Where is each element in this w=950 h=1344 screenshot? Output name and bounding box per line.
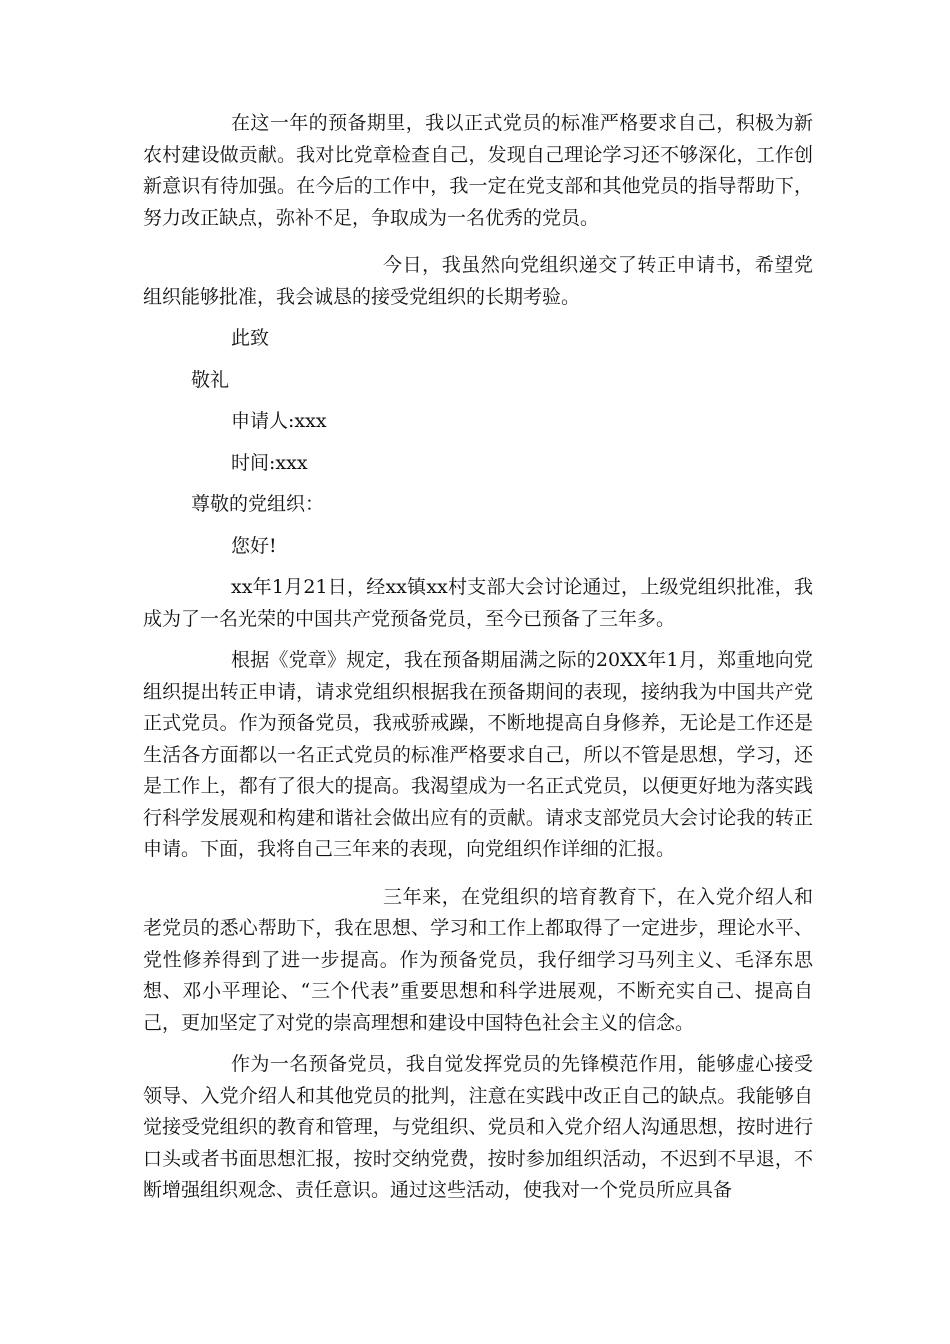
paragraph-probation-review: 在这一年的预备期里，我以正式党员的标准严格要求自己，积极为新农村建设做贡献。我对比党章检查自己，发现自己理论学习还不够深化，工作创新意识有待加强。在今后的工作中，我一定在党支部和其他党员的指导帮助下，努力改正缺点，弥补不足，争取成为一名优秀的党员。 (143, 112, 813, 229)
paragraph-three-years: 三年来，在党组织的培育教育下，在入党介绍人和老党员的悉心帮助下，我在思想、学习和工作上都取得了一定进步，理论水平、党性修养得到了进一步提高。作为预备党员，我仔细学习马列主义、毛泽东思想、邓小平理论、“三个代表”重要思想和科学进展观，不断充实自己、提高自己，更加坚定了对党的崇高理想和建设中国特色社会主义的信念。 (143, 885, 813, 1034)
closing-jingli: 敬礼 (191, 368, 230, 391)
paragraph-party-constitution: 根据《党章》规定，我在预备期届满之际的20XX年1月，郑重地向党组织提出转正申请，请求党组织根据我在预备期间的表现，接纳我为中国共产党正式党员。作为预备党员，我戒骄戒躁，不断地提高自身修养，无论是工作还是生活各方面都以一名正式党员的标准严格要求自己，所以不管是思想，学习，还是工作上，都有了很大的提高。我渴望成为一名正式党员，以便更好地为落实践行科学发展观和构建和谐社会做出应有的贡献。请求支部党员大会讨论我的转正申请。下面，我将自己三年来的表现，向党组织作详细的汇报。 (143, 649, 813, 860)
closing-cizhi: 此致 (231, 327, 270, 349)
paragraph-application-hope: 今日，我虽然向党组织递交了转正申请书，希望党组织能够批准，我会诚恳的接受党组织的长期考验。 (143, 254, 813, 308)
paragraph-pioneer-role: 作为一名预备党员，我自觉发挥党员的先锋模范作用，能够虚心接受领导、入党介绍人和其他党员的批判，注意在实践中改正自己的缺点。我能够自觉接受党组织的教育和管理，与党组织、党员和入党介绍人沟通思想，按时进行口头或者书面思想汇报，按时交纳党费，按时参加组织活动，不迟到不早退，不断增强组织观念、责任意识。通过这些活动，使我对一个党员所应具备 (143, 1053, 813, 1201)
paragraph-approval: xx年1月21日，经xx镇xx村支部大会讨论通过，上级党组织批准，我成为了一名光荣的中国共产党预备党员，至今已预备了三年多。 (143, 576, 813, 630)
date-line: 时间:xxx (231, 451, 308, 474)
applicant-line: 申请人:xxx (231, 410, 327, 432)
greeting: 您好! (231, 534, 277, 557)
salutation: 尊敬的党组织： (191, 493, 325, 515)
document-page (143, 108, 813, 1207)
